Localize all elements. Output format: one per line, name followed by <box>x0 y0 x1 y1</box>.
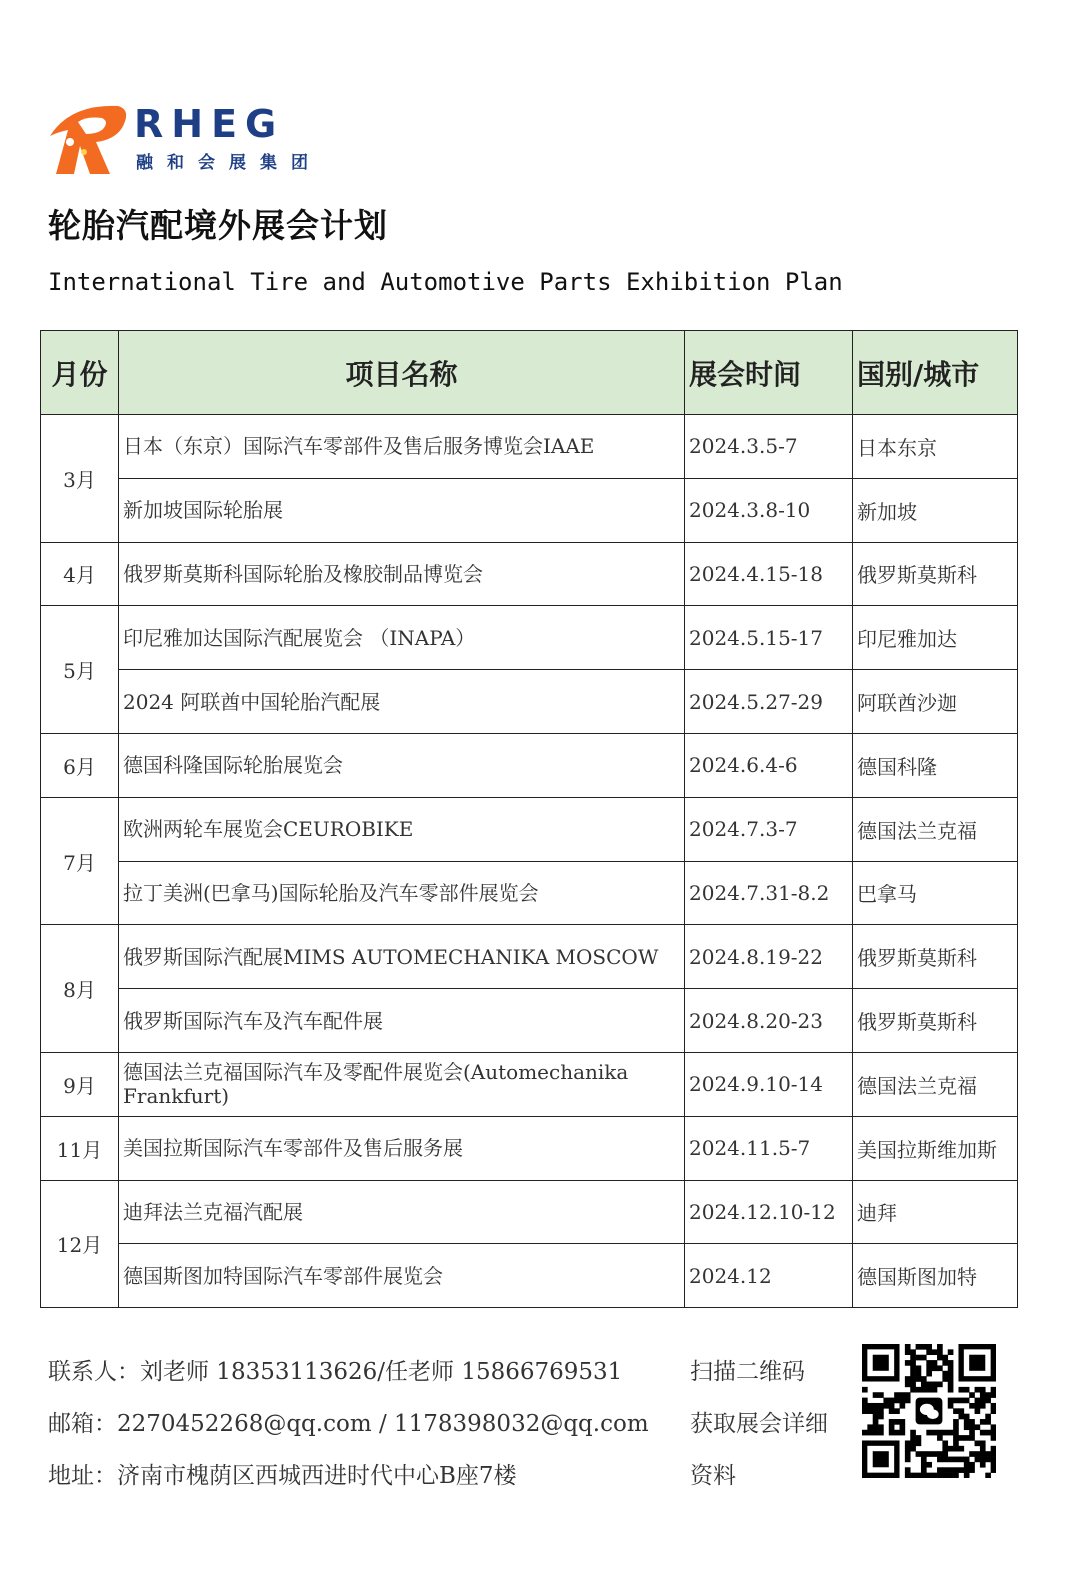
month-cell: 11月 <box>41 1116 119 1180</box>
table-row <box>41 415 1018 479</box>
contact-address: 地址：济南市槐荫区西城西进时代中心B座7楼 <box>48 1463 517 1489</box>
date-cell: 2024.9.10-14 <box>685 1052 853 1116</box>
city-cell: 俄罗斯莫斯科 <box>853 989 1018 1053</box>
scan-line-2: 获取展会详细 <box>690 1411 828 1437</box>
date-cell: 2024.12 <box>685 1244 853 1308</box>
city-cell: 德国斯图加特 <box>853 1244 1018 1308</box>
header-city: 国别/城市 <box>853 331 1018 415</box>
table-row <box>41 542 1018 606</box>
header-month: 月份 <box>41 331 119 415</box>
month-cell: 6月 <box>41 733 119 797</box>
contact-person: 联系人：刘老师 18353113626/任老师 15866769531 <box>48 1359 623 1385</box>
name-cell: 日本（东京）国际汽车零部件及售后服务博览会IAAE <box>119 415 685 479</box>
exhibition-table <box>40 330 1018 1308</box>
date-cell: 2024.8.20-23 <box>685 989 853 1053</box>
date-cell: 2024.3.5-7 <box>685 415 853 479</box>
scan-line-3: 资料 <box>690 1463 736 1489</box>
header-date: 展会时间 <box>685 331 853 415</box>
city-cell: 美国拉斯维加斯 <box>853 1116 1018 1180</box>
table-row <box>41 1244 1018 1308</box>
date-cell: 2024.6.4-6 <box>685 733 853 797</box>
contact-block <box>48 1352 649 1508</box>
name-cell: 新加坡国际轮胎展 <box>119 478 685 542</box>
name-cell: 印尼雅加达国际汽配展览会 （INAPA） <box>119 606 685 670</box>
date-cell: 2024.8.19-22 <box>685 925 853 989</box>
name-cell: 俄罗斯国际汽车及汽车配件展 <box>119 989 685 1053</box>
logo-wordmark: RHEG <box>134 102 285 146</box>
month-cell: 4月 <box>41 542 119 606</box>
date-cell: 2024.5.27-29 <box>685 670 853 734</box>
month-cell: 7月 <box>41 797 119 925</box>
table-row <box>41 670 1018 734</box>
contact-email: 邮箱：2270452268@qq.com / 1178398032@qq.com <box>48 1411 649 1437</box>
table-header-row <box>41 331 1018 415</box>
month-cell: 9月 <box>41 1052 119 1116</box>
logo-subtitle: 融和会展集团 <box>136 153 322 173</box>
wechat-qr-code-icon[interactable] <box>862 1344 996 1478</box>
page-title-english: International Tire and Automotive Parts Exhibition Plan <box>48 268 843 296</box>
table-row <box>41 733 1018 797</box>
table-row <box>41 1180 1018 1244</box>
date-cell: 2024.7.3-7 <box>685 797 853 861</box>
table-row <box>41 1116 1018 1180</box>
city-cell: 德国科隆 <box>853 733 1018 797</box>
table-row <box>41 925 1018 989</box>
name-cell: 2024 阿联酋中国轮胎汽配展 <box>119 670 685 734</box>
date-cell: 2024.7.31-8.2 <box>685 861 853 925</box>
logo-r-mark-icon <box>40 96 132 180</box>
company-logo <box>40 96 330 180</box>
city-cell: 印尼雅加达 <box>853 606 1018 670</box>
city-cell: 德国法兰克福 <box>853 797 1018 861</box>
table-row <box>41 478 1018 542</box>
city-cell: 巴拿马 <box>853 861 1018 925</box>
city-cell: 德国法兰克福 <box>853 1052 1018 1116</box>
month-cell: 5月 <box>41 606 119 734</box>
table-row <box>41 861 1018 925</box>
city-cell: 新加坡 <box>853 478 1018 542</box>
date-cell: 2024.5.15-17 <box>685 606 853 670</box>
table-body <box>41 415 1018 1308</box>
table-row <box>41 797 1018 861</box>
table-row <box>41 606 1018 670</box>
city-cell: 迪拜 <box>853 1180 1018 1244</box>
city-cell: 日本东京 <box>853 415 1018 479</box>
month-cell: 12月 <box>41 1180 119 1308</box>
date-cell: 2024.11.5-7 <box>685 1116 853 1180</box>
table-row <box>41 989 1018 1053</box>
header-name: 项目名称 <box>119 331 685 415</box>
name-cell: 迪拜法兰克福汽配展 <box>119 1180 685 1244</box>
name-cell: 德国法兰克福国际汽车及零配件展览会(Automechanika Frankfurt) <box>119 1052 685 1116</box>
name-cell: 美国拉斯国际汽车零部件及售后服务展 <box>119 1116 685 1180</box>
name-cell: 德国科隆国际轮胎展览会 <box>119 733 685 797</box>
scan-instructions <box>690 1352 828 1508</box>
date-cell: 2024.3.8-10 <box>685 478 853 542</box>
name-cell: 欧洲两轮车展览会CEUROBIKE <box>119 797 685 861</box>
city-cell: 俄罗斯莫斯科 <box>853 542 1018 606</box>
table-row <box>41 1052 1018 1116</box>
name-cell: 德国斯图加特国际汽车零部件展览会 <box>119 1244 685 1308</box>
city-cell: 阿联酋沙迦 <box>853 670 1018 734</box>
name-cell: 拉丁美洲(巴拿马)国际轮胎及汽车零部件展览会 <box>119 861 685 925</box>
city-cell: 俄罗斯莫斯科 <box>853 925 1018 989</box>
page-title-chinese: 轮胎汽配境外展会计划 <box>48 206 388 245</box>
name-cell: 俄罗斯国际汽配展MIMS AUTOMECHANIKA MOSCOW <box>119 925 685 989</box>
month-cell: 8月 <box>41 925 119 1053</box>
name-cell: 俄罗斯莫斯科国际轮胎及橡胶制品博览会 <box>119 542 685 606</box>
date-cell: 2024.12.10-12 <box>685 1180 853 1244</box>
month-cell: 3月 <box>41 415 119 543</box>
date-cell: 2024.4.15-18 <box>685 542 853 606</box>
scan-line-1: 扫描二维码 <box>690 1359 805 1385</box>
